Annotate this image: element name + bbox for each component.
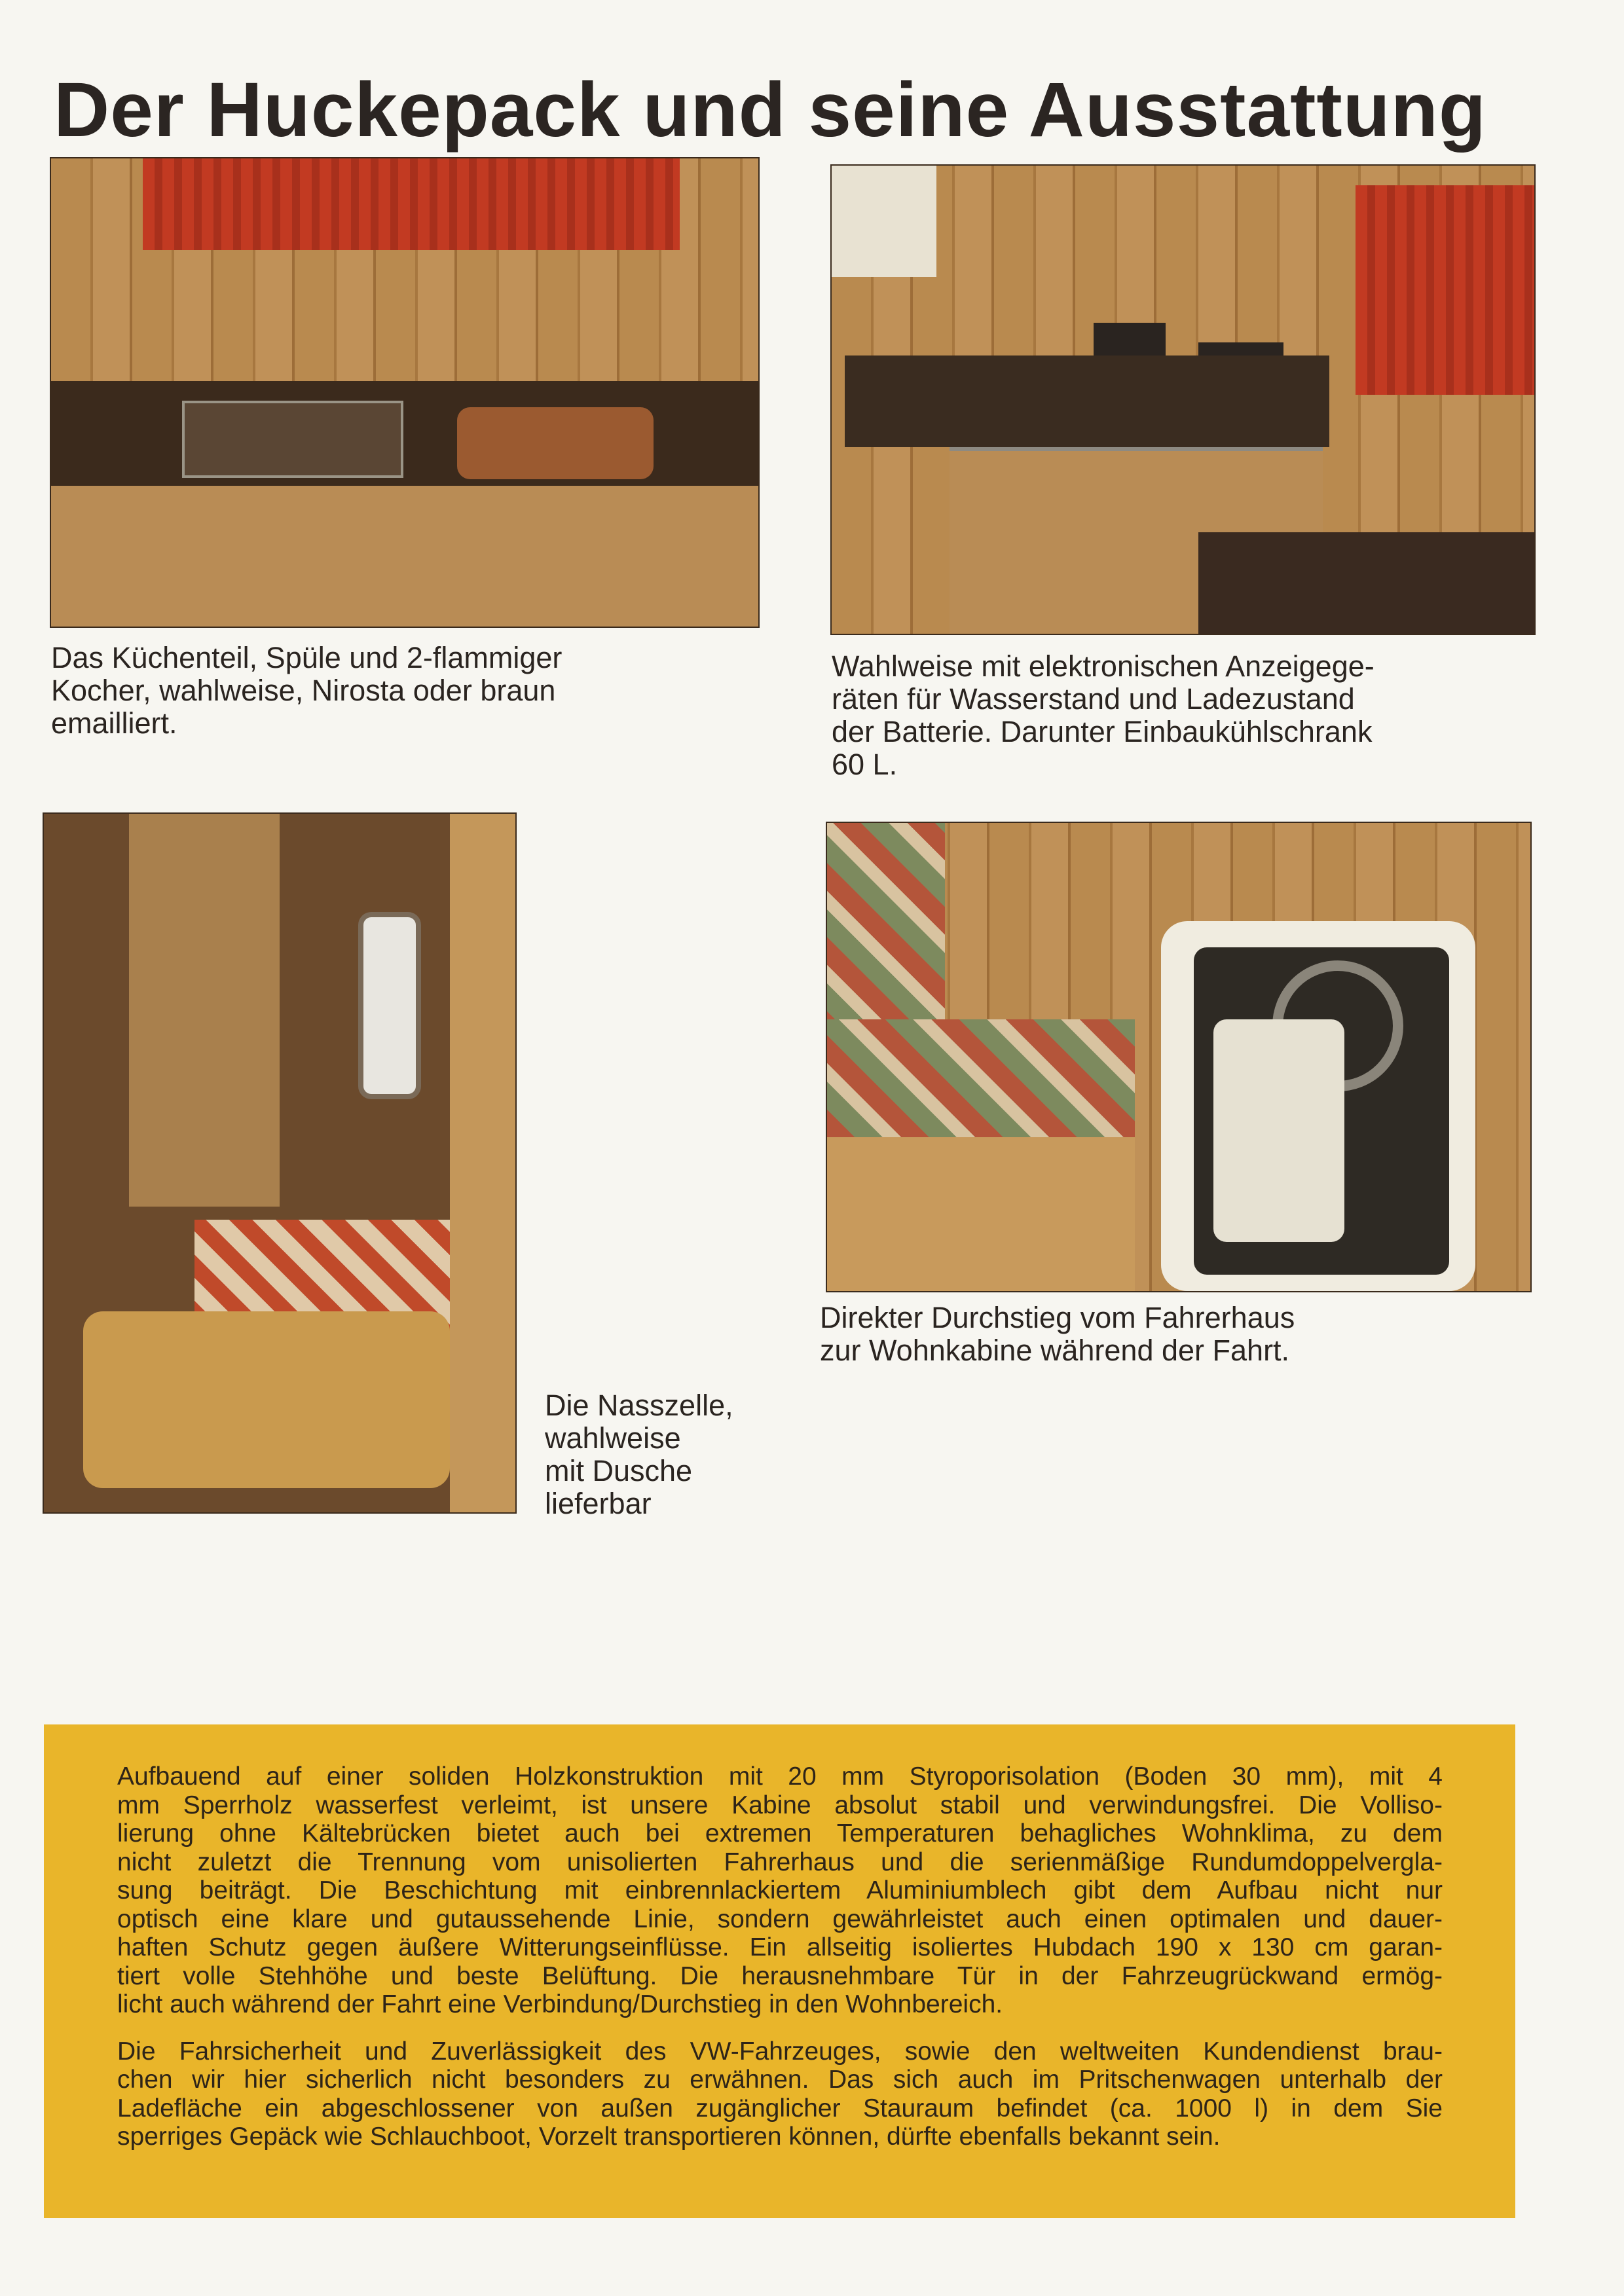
caption-line: Das Küchenteil, Spüle und 2-flammiger (51, 641, 563, 674)
info-text (117, 1762, 1443, 2151)
text-line: chen wir hier sicherlich nicht besonders zu erwähnen. Das sich auch im Pritschenwagen unterhalb der (117, 2066, 1443, 2094)
fridge-caption (832, 650, 1375, 781)
pass-through-caption (820, 1302, 1295, 1367)
caption-line: Wahlweise mit elektronischen Anzeigege- (832, 649, 1375, 683)
text-line: tiert volle Stehhöhe und beste Belüftung. Die herausnehmbare Tür in der Fahrzeugrückwand ermög- (117, 1961, 1443, 1990)
page-title: Der Huckepack und seine Ausstattung (54, 67, 1486, 153)
kitchen-photo (51, 158, 758, 627)
text-line: licht auch während der Fahrt eine Verbindung/Durchstieg in den Wohnbereich. (117, 1990, 1003, 2018)
caption-line: Direkter Durchstieg vom Fahrerhaus (820, 1301, 1295, 1334)
caption-line: emailliert. (51, 706, 177, 740)
text-line: Aufbauend auf einer soliden Holzkonstruktion mit 20 mm Styroporisolation (Boden 30 mm), mit 4 (117, 1762, 1443, 1791)
caption-line: der Batterie. Darunter Einbaukühlschrank (832, 715, 1373, 748)
text-line: nicht zuletzt die Trennung vom unisolierten Fahrerhaus und die serienmäßige Rundumdoppelvergla- (117, 1848, 1443, 1876)
text-line: Ladefläche ein abgeschlossener von außen zugänglicher Stauraum befindet (ca. 1000 l) in dem Sie (117, 2094, 1443, 2123)
caption-line: Kocher, wahlweise, Nirosta oder braun (51, 674, 556, 707)
text-line: Die Fahrsicherheit und Zuverlässigkeit des VW-Fahrzeuges, sowie den weltweiten Kundendienst brau- (117, 2037, 1443, 2066)
caption-line: wahlweise (545, 1421, 681, 1455)
pass-through-photo (827, 823, 1530, 1291)
caption-line: zur Wohnkabine während der Fahrt. (820, 1334, 1290, 1367)
text-line: sperriges Gepäck wie Schlauchboot, Vorzelt transportieren können, dürfte ebenfalls bekannt sein. (117, 2123, 1221, 2151)
caption-line: 60 L. (832, 748, 898, 781)
text-line: sung beiträgt. Die Beschichtung mit einbrennlackiertem Aluminiumblech gibt dem Aufbau nicht nur (117, 1876, 1443, 1904)
fridge-photo (832, 166, 1534, 634)
text-line: lierung ohne Kältebrücken bietet auch bei extremen Temperaturen behagliches Wohnklima, zu dem (117, 1819, 1443, 1848)
wet-cell-caption (545, 1389, 733, 1520)
kitchen-caption (51, 642, 562, 740)
caption-line: lieferbar (545, 1487, 652, 1520)
wet-cell-photo (44, 814, 515, 1512)
caption-line: Die Nasszelle, (545, 1389, 733, 1422)
text-line: optisch eine klare und gutaussehende Linie, sondern gewährleistet auch einen optimalen und dauer- (117, 1904, 1443, 1933)
caption-line: mit Dusche (545, 1454, 693, 1487)
caption-line: räten für Wasserstand und Ladezustand (832, 682, 1355, 716)
text-line: mm Sperrholz wasserfest verleimt, ist unsere Kabine absolut stabil und verwindungsfrei. Die Volliso- (117, 1791, 1443, 1819)
info-box (44, 1724, 1515, 2218)
text-line: haften Schutz gegen äußere Witterungseinflüsse. Ein allseitig isoliertes Hubdach 190 x 130 cm garan- (117, 1933, 1443, 1961)
